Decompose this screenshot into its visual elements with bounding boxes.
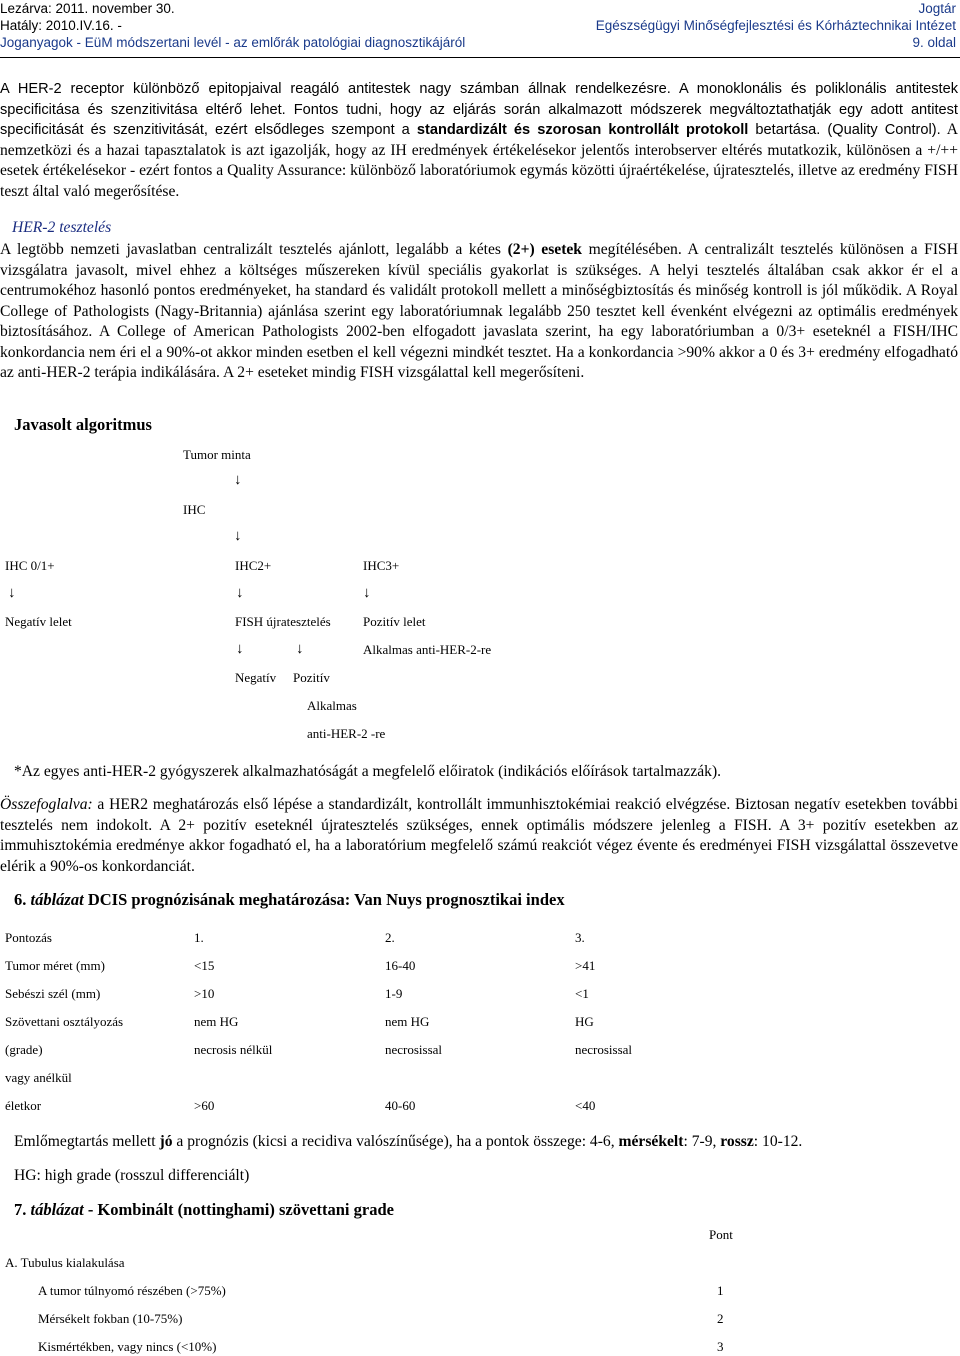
node-ihc: IHC — [183, 502, 206, 517]
hg-definition: HG: high grade (rosszul differenciált) — [14, 1167, 250, 1184]
table7-title: - Kombinált (nottinghami) szövettani grade — [83, 1200, 394, 1219]
header-left — [0, 0, 465, 51]
table6-cell: 40-60 — [385, 1098, 416, 1113]
down-arrow-icon: ↓ — [234, 472, 242, 488]
table6-cell: 1. — [194, 930, 204, 945]
institute-name: Egészségügyi Minőségfejlesztési és Kórháztechnikai Intézet — [595, 18, 956, 33]
table6-cell: 2. — [385, 930, 395, 945]
table7-label: táblázat — [30, 1200, 84, 1219]
table7-criterion: Kismértékben, vagy nincs (<10%) — [38, 1339, 217, 1354]
table7-criterion: Mérsékelt fokban (10-75%) — [38, 1311, 183, 1326]
table6-cell: necrosis nélkül — [194, 1042, 273, 1057]
table6-cell: 1-9 — [385, 986, 403, 1001]
summary-label: Összefoglalva: — [0, 796, 93, 813]
table6-cell: életkor — [5, 1098, 42, 1113]
table6-cell: HG — [575, 1014, 594, 1029]
table7-criterion: A tumor túlnyomó részében (>75%) — [38, 1283, 226, 1298]
node-ihc-0-1: IHC 0/1+ — [5, 558, 55, 573]
down-arrow-icon: ↓ — [236, 585, 244, 601]
table6-cell: >10 — [194, 986, 215, 1001]
prognosis-line — [14, 1133, 802, 1151]
prognosis-good: jó — [159, 1133, 173, 1150]
down-arrow-icon: ↓ — [234, 528, 242, 544]
node-eligible: Alkalmas — [307, 698, 357, 713]
intro-sentence-b: Fontos tudni, hogy az eljárás során alkalmazott módszerek megváltoztathatják egy adott antitest specificitását és szenzitivitását, ezért elsődleges szempont a — [0, 101, 958, 138]
table7-number: 7. — [14, 1200, 31, 1219]
node-anti-her2: anti-HER-2 -re — [307, 726, 386, 741]
table7-point-header: Pont — [709, 1227, 733, 1242]
table6-cell: Tumor méret (mm) — [5, 958, 105, 973]
her2-paragraph — [0, 240, 958, 384]
node-ihc-3: IHC3+ — [363, 558, 400, 573]
intro-sentence-d: A nemzetközi és a hazai tapasztalatok is azt igazolják, hogy az IH eredmények értékelésekor jelentős interobserver eltérés mutatkozik, különösen a +/++ esetek értékelésekor - ezért fontos a Quality Assurance: különböző laboratóriumok egymás közötti újraértékelése, újratesztelés, illetve az eredmény FISH teszt által való megerősítése. — [0, 121, 958, 200]
table7-point: 1 — [717, 1283, 724, 1298]
table6-cell: (grade) — [5, 1042, 43, 1057]
node-eligible-anti-her2: Alkalmas anti-HER-2-re — [363, 642, 492, 657]
algorithm-title: Javasolt algoritmus — [14, 415, 152, 434]
source-name: Jogtár — [918, 1, 956, 16]
down-arrow-icon: ↓ — [296, 641, 304, 657]
prognosis-moderate: mérsékelt — [618, 1133, 684, 1150]
prognosis-text-d: : 10-12. — [753, 1133, 803, 1150]
prognosis-text-a: Emlőmegtartás mellett — [14, 1133, 160, 1150]
table6-number: 6. — [14, 890, 31, 909]
down-arrow-icon: ↓ — [8, 585, 16, 601]
table6-cell: <1 — [575, 986, 589, 1001]
node-positive-result: Pozitív lelet — [363, 614, 426, 629]
table7-section-a: A. Tubulus kialakulása — [5, 1255, 125, 1270]
node-tumor-sample: Tumor minta — [183, 447, 251, 462]
closing-date: Lezárva: 2011. november 30. — [0, 1, 175, 16]
document-title: Joganyagok - EüM módszertani levél - az emlőrák patológiai diagnosztikájáról — [0, 35, 466, 50]
table6-title: DCIS prognózisának meghatározása: Van Nuys prognosztikai index — [83, 890, 565, 909]
intro-sentence-c: betartása. (Quality Control). — [748, 122, 941, 138]
down-arrow-icon: ↓ — [236, 641, 244, 657]
summary-text: a HER2 meghatározás első lépése a standardizált, kontrollált immunhisztokémiai reakció elvégzése. Biztosan negatív esetekben további tesztelés nem indokolt. A 2+ pozitív eseteknél újratesztelés szükséges, ennek optimális módszere jelenleg a FISH. A 3+ pozitív esetekben az immuhisztokémia eredménye akkor fogadható el, ha a laboratórium megfelelő számú reakciót végez évente és eredményei FISH vizsgálattal összevetve elérik a 90%-os konkordanciát. — [0, 796, 958, 875]
page-header — [0, 0, 960, 56]
node-ihc-2: IHC2+ — [235, 558, 272, 573]
table6-label: táblázat — [30, 890, 84, 909]
her2-text-b: megítélésében. A centralizált tesztelés különösen a FISH vizsgálatra javasolt, mivel ehhez a költséges műszereken kívül speciális gyakorlat is szükséges. A helyi tesztelés általában csak akkor ér el a centrumokéhoz hasonló pontos eredményeket, ha standard és validált protokoll mellett a minőségbiztosítás és minőség kontroll is jól működik. A Royal College of Pathologists (Nagy-Britannia) ajánlása szerint egy laboratóriumnak legalább 250 tesztet kell évenként elvégezni az optimális eredmények biztosításához. A College of American Pathologists 2002-ben elfogadott javaslata szerint, ha egy laboratóriumban a 0/3+ eseteknél a FISH/IHC konkordancia nem éri el a 90%-ot akkor minden esetben el kell végezni mindkét tesztet. Ha a konkordancia >90% akkor a 0 és 3+ eredmény elfogadható az anti-HER-2 terápia indikálására. A 2+ eseteket mindig FISH vizsgálattal kell megerősíteni. — [0, 241, 958, 381]
node-negative-result: Negatív lelet — [5, 614, 72, 629]
table6-cell: <40 — [575, 1098, 596, 1113]
header-right — [596, 0, 956, 51]
header-divider — [0, 57, 960, 58]
table6-caption — [14, 890, 565, 910]
validity: Hatály: 2010.IV.16. - — [0, 18, 122, 33]
table6-cell: nem HG — [385, 1014, 430, 1029]
table7-point: 3 — [717, 1339, 724, 1354]
table6-cell: Pontozás — [5, 930, 52, 945]
node-fish-retest: FISH újratesztelés — [235, 614, 331, 629]
table6-cell: 16-40 — [385, 958, 416, 973]
table6-cell: nem HG — [194, 1014, 239, 1029]
footnote: *Az egyes anti-HER-2 gyógyszerek alkalmazhatóságát a megfelelő előiratok (indikációs előírások tartalmazzák). — [14, 763, 722, 780]
summary-paragraph — [0, 795, 958, 877]
table6-cell: necrosissal — [575, 1042, 633, 1057]
her2-text-a: A legtöbb nemzeti javaslatban centralizált tesztelés ajánlott, legalább a kétes — [0, 241, 508, 258]
table6-cell: Szövettani osztályozás — [5, 1014, 124, 1029]
table7-point: 2 — [717, 1311, 724, 1326]
prognosis-text-b: a prognózis (kicsi a recidiva valószínűsége), ha a pontok összege: 4-6, — [172, 1133, 619, 1150]
down-arrow-icon: ↓ — [363, 585, 371, 601]
protocol-emphasis: standardizált és szorosan kontrollált protokoll — [416, 122, 749, 138]
table6-cell: >60 — [194, 1098, 215, 1113]
table6-cell: vagy anélkül — [5, 1070, 72, 1085]
table6-cell: 3. — [575, 930, 585, 945]
table7-caption — [14, 1200, 394, 1220]
her2-emphasis: (2+) esetek — [507, 241, 582, 258]
table6-cell: Sebészi szél (mm) — [5, 986, 101, 1001]
intro-sentence-a: A HER-2 receptor különböző epitopjaival reagáló antitestek nagy számban állnak rendelkezésre. A monoklonális és poliklonális antitestek specificitása és szenzitivitása eltérő lehet. — [0, 81, 958, 118]
table6-cell: >41 — [575, 958, 596, 973]
table6-cell: <15 — [194, 958, 215, 973]
node-negative: Negatív — [235, 670, 277, 685]
table6-cell: necrosissal — [385, 1042, 443, 1057]
page-number: 9. oldal — [912, 35, 956, 50]
intro-paragraph — [0, 79, 958, 202]
node-positive: Pozitív — [293, 670, 330, 685]
prognosis-text-c: : 7-9, — [683, 1133, 721, 1150]
her2-heading: HER-2 tesztelés — [12, 219, 112, 236]
prognosis-poor: rossz — [720, 1133, 754, 1150]
